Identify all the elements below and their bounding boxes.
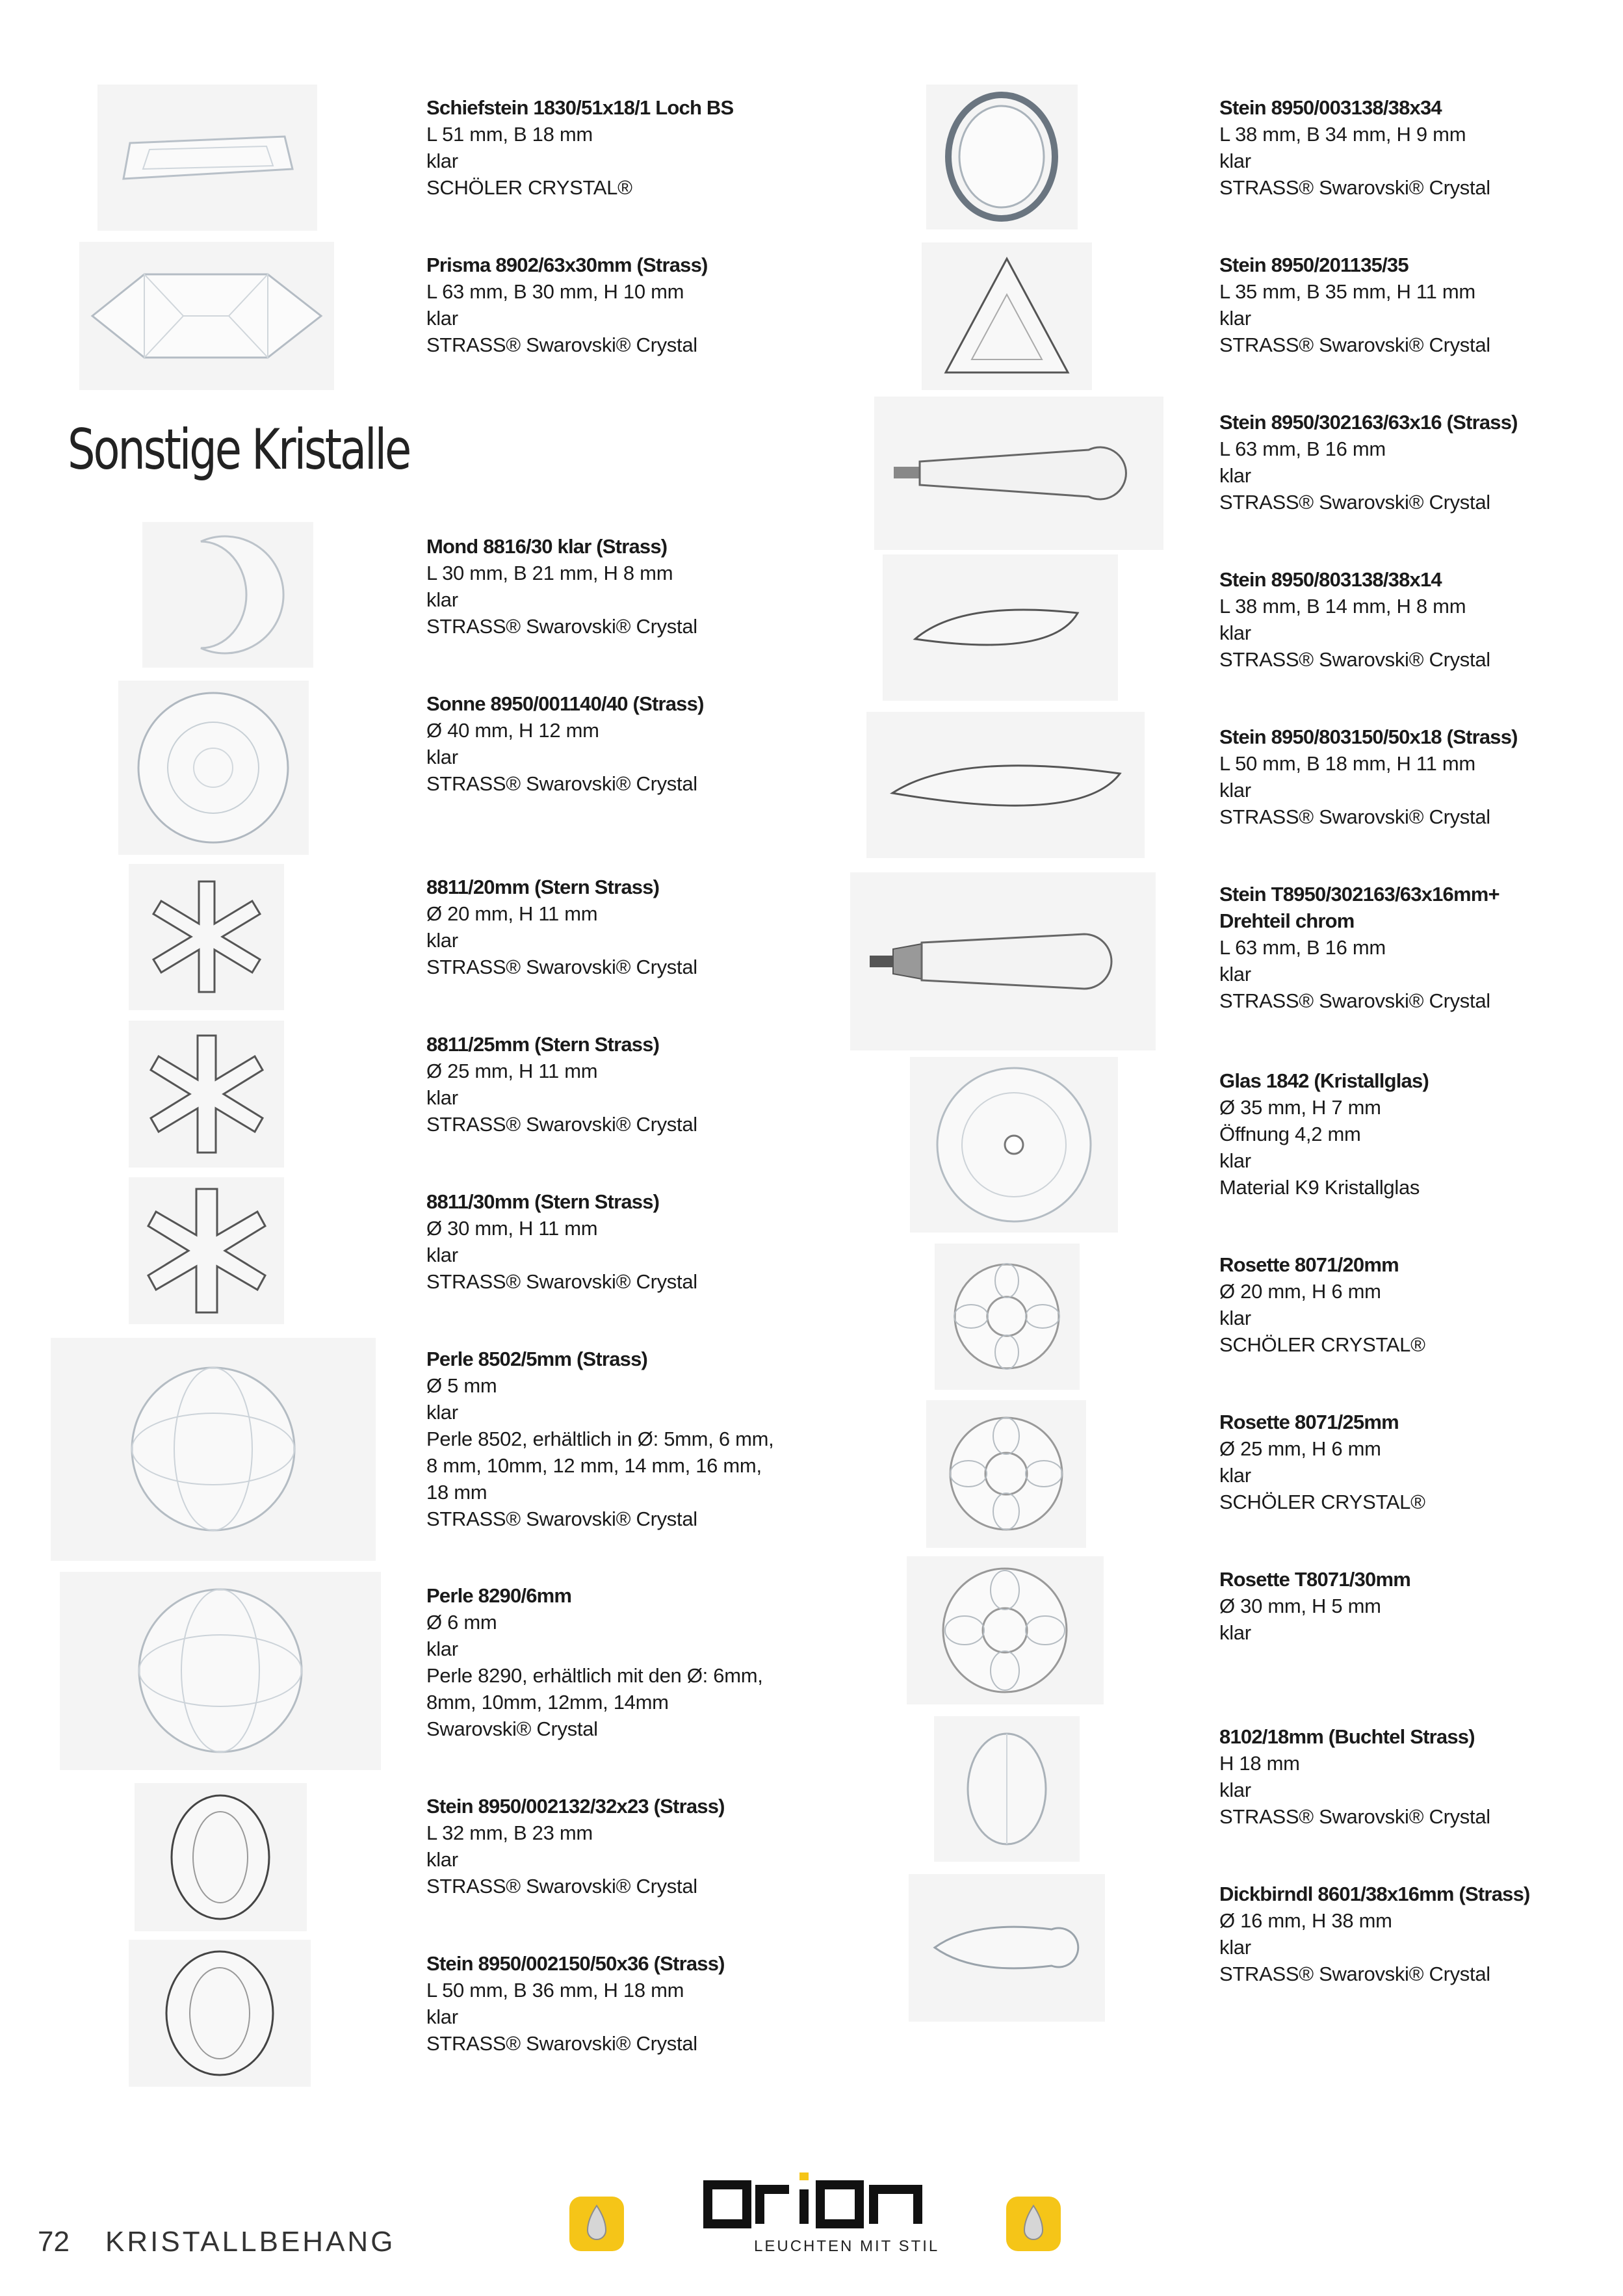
product-note: 8mm, 10mm, 12mm, 14mm <box>426 1691 669 1714</box>
product-dimensions: L 50 mm, B 36 mm, H 18 mm <box>426 1979 684 2002</box>
product-stein-32x23 <box>426 1793 725 1899</box>
product-name-cont: Drehteil chrom <box>1219 909 1355 932</box>
product-color: klar <box>1219 464 1251 487</box>
product-brand: SCHÖLER CRYSTAL® <box>1219 1491 1425 1513</box>
product-color: klar <box>426 307 458 330</box>
product-color: klar <box>1219 963 1251 985</box>
crystal-buchtel-icon <box>934 1716 1080 1862</box>
crystal-bead-icon <box>60 1572 381 1770</box>
crystal-star-icon <box>129 1177 284 1324</box>
crystal-rosette-icon <box>907 1556 1104 1704</box>
product-brand: STRASS® Swarovski® Crystal <box>1219 805 1490 828</box>
crystal-star-icon <box>129 864 284 1010</box>
product-color: klar <box>1219 779 1251 802</box>
product-dimensions: L 51 mm, B 18 mm <box>426 123 593 146</box>
product-perle-8502 <box>426 1346 773 1532</box>
product-brand: STRASS® Swarovski® Crystal <box>1219 1805 1490 1828</box>
crystal-star-icon <box>129 1021 284 1168</box>
product-stern-20 <box>426 874 697 980</box>
product-stein-50x36 <box>426 1950 725 2057</box>
product-note: Perle 8502, erhältlich in Ø: 5mm, 6 mm, <box>426 1428 774 1450</box>
product-perle-8290 <box>426 1582 763 1742</box>
product-brand: Material K9 Kristallglas <box>1219 1176 1420 1199</box>
product-schiefstein <box>426 94 733 201</box>
product-sonne <box>426 690 704 797</box>
product-color: klar <box>1219 1779 1251 1801</box>
product-dimensions: L 50 mm, B 18 mm, H 11 mm <box>1219 752 1475 775</box>
product-stein-38x14 <box>1219 566 1490 673</box>
product-color: klar <box>426 150 458 172</box>
crystal-prism-icon <box>79 242 334 390</box>
product-dimensions: Ø 20 mm, H 11 mm <box>426 902 598 925</box>
product-dimensions: Ø 40 mm, H 12 mm <box>426 719 599 742</box>
orion-wordmark-icon <box>703 2169 937 2234</box>
product-name: Rosette 8071/20mm <box>1219 1253 1399 1276</box>
product-dimensions: Ø 5 mm <box>426 1374 497 1397</box>
product-color: klar <box>1219 307 1251 330</box>
product-stein-63x16 <box>1219 409 1518 515</box>
product-brand: STRASS® Swarovski® Crystal <box>426 1507 697 1530</box>
crystal-sun-icon <box>118 681 309 855</box>
crystal-ring-icon <box>926 85 1078 229</box>
product-brand: SCHÖLER CRYSTAL® <box>1219 1333 1425 1356</box>
product-brand: STRASS® Swarovski® Crystal <box>1219 648 1490 671</box>
product-name: Sonne 8950/001140/40 (Strass) <box>426 692 704 715</box>
product-glas-1842 <box>1219 1067 1429 1201</box>
product-brand: STRASS® Swarovski® Crystal <box>1219 176 1490 199</box>
product-dimensions: Ø 25 mm, H 11 mm <box>426 1060 598 1082</box>
product-dimensions: H 18 mm <box>1219 1752 1300 1775</box>
brand-tagline: LEUCHTEN MIT STIL <box>754 2237 940 2255</box>
product-color: klar <box>426 1637 458 1660</box>
product-name: Prisma 8902/63x30mm (Strass) <box>426 254 708 276</box>
product-name: Dickbirndl 8601/38x16mm (Strass) <box>1219 1883 1530 1905</box>
product-name: Stein 8950/002150/50x36 (Strass) <box>426 1952 725 1975</box>
product-stein-t8950 <box>1219 881 1500 1014</box>
product-name: Perle 8290/6mm <box>426 1584 572 1607</box>
product-brand: SCHÖLER CRYSTAL® <box>426 176 632 199</box>
product-name: Stein 8950/803150/50x18 (Strass) <box>1219 725 1518 748</box>
product-name: Stein 8950/003138/38x34 <box>1219 96 1442 119</box>
product-color: klar <box>426 588 458 611</box>
product-stein-35 <box>1219 252 1490 358</box>
product-name: Stein 8950/201135/35 <box>1219 254 1409 276</box>
crystal-oval-icon <box>129 1940 311 2087</box>
product-note: 18 mm <box>426 1481 487 1504</box>
product-dimensions: L 30 mm, B 21 mm, H 8 mm <box>426 562 673 584</box>
product-brand: STRASS® Swarovski® Crystal <box>426 772 697 795</box>
product-note: Öffnung 4,2 mm <box>1219 1123 1361 1145</box>
product-name: Stein 8950/002132/32x23 (Strass) <box>426 1795 725 1818</box>
crystal-bead-icon <box>51 1338 376 1561</box>
product-name: Stein 8950/803138/38x14 <box>1219 568 1442 591</box>
product-name: Mond 8816/30 klar (Strass) <box>426 535 668 558</box>
crystal-rosette-icon <box>926 1400 1086 1548</box>
product-color: klar <box>1219 1149 1251 1172</box>
crystal-leaf-icon <box>883 554 1118 701</box>
product-brand: STRASS® Swarovski® Crystal <box>426 956 697 978</box>
product-name: 8811/25mm (Stern Strass) <box>426 1033 660 1056</box>
product-name: Stein T8950/302163/63x16mm+ <box>1219 883 1500 906</box>
brand-badge-right-icon <box>1006 2197 1061 2251</box>
product-dimensions: L 63 mm, B 16 mm <box>1219 437 1386 460</box>
product-name: 8102/18mm (Buchtel Strass) <box>1219 1725 1475 1748</box>
product-dimensions: Ø 16 mm, H 38 mm <box>1219 1909 1392 1932</box>
product-note: 8 mm, 10mm, 12 mm, 14 mm, 16 mm, <box>426 1454 762 1477</box>
product-name: Glas 1842 (Kristallglas) <box>1219 1069 1429 1092</box>
crystal-oval-icon <box>135 1783 307 1931</box>
product-brand: Swarovski® Crystal <box>426 1717 598 1740</box>
product-dimensions: Ø 20 mm, H 6 mm <box>1219 1280 1381 1303</box>
product-dimensions: Ø 25 mm, H 6 mm <box>1219 1437 1381 1460</box>
product-dimensions: L 35 mm, B 35 mm, H 11 mm <box>1219 280 1475 303</box>
product-color: klar <box>426 2005 458 2028</box>
product-color: klar <box>426 746 458 768</box>
product-mond <box>426 533 697 640</box>
crystal-bar-icon <box>97 85 317 231</box>
product-dimensions: L 38 mm, B 14 mm, H 8 mm <box>1219 595 1466 618</box>
product-dimensions: Ø 35 mm, H 7 mm <box>1219 1096 1381 1119</box>
product-prisma <box>426 252 708 358</box>
product-color: klar <box>1219 1621 1251 1644</box>
crystal-disc-icon <box>910 1057 1118 1233</box>
product-name: 8811/30mm (Stern Strass) <box>426 1190 660 1213</box>
product-brand: STRASS® Swarovski® Crystal <box>426 333 697 356</box>
crystal-drop-icon <box>874 397 1163 550</box>
product-brand: STRASS® Swarovski® Crystal <box>426 1113 697 1136</box>
product-brand: STRASS® Swarovski® Crystal <box>426 1270 697 1293</box>
page-number: 72 <box>38 2226 70 2258</box>
product-brand: STRASS® Swarovski® Crystal <box>426 2032 697 2055</box>
product-color: klar <box>1219 1936 1251 1959</box>
product-dimensions: Ø 30 mm, H 11 mm <box>426 1217 598 1240</box>
product-brand: STRASS® Swarovski® Crystal <box>1219 1963 1490 1985</box>
crystal-leaf-icon <box>866 712 1145 858</box>
product-color: klar <box>1219 1307 1251 1329</box>
product-stern-30 <box>426 1188 697 1295</box>
product-brand: STRASS® Swarovski® Crystal <box>426 1875 697 1898</box>
footer-section-label: KRISTALLBEHANG <box>105 2226 396 2258</box>
product-stern-25 <box>426 1031 697 1138</box>
product-brand: STRASS® Swarovski® Crystal <box>1219 491 1490 514</box>
product-dickbirndl <box>1219 1881 1530 1987</box>
crystal-triangle-icon <box>922 242 1092 390</box>
product-dimensions: L 32 mm, B 23 mm <box>426 1821 593 1844</box>
product-rosette-30 <box>1219 1566 1410 1646</box>
product-color: klar <box>426 1848 458 1871</box>
product-name: Perle 8502/5mm (Strass) <box>426 1348 648 1370</box>
product-rosette-20 <box>1219 1251 1425 1358</box>
product-rosette-25 <box>1219 1409 1425 1515</box>
crystal-pear-icon <box>909 1874 1105 2022</box>
product-color: klar <box>426 1244 458 1266</box>
product-brand: STRASS® Swarovski® Crystal <box>426 615 697 638</box>
product-dimensions: Ø 30 mm, H 5 mm <box>1219 1595 1381 1617</box>
product-note: Perle 8290, erhältlich mit den Ø: 6mm, <box>426 1664 763 1687</box>
orion-logo <box>703 2169 940 2260</box>
product-name: Stein 8950/302163/63x16 (Strass) <box>1219 411 1518 434</box>
product-color: klar <box>426 1086 458 1109</box>
product-color: klar <box>426 929 458 952</box>
product-brand: STRASS® Swarovski® Crystal <box>1219 333 1490 356</box>
product-brand: STRASS® Swarovski® Crystal <box>1219 989 1490 1012</box>
product-buchtel <box>1219 1723 1490 1830</box>
product-color: klar <box>1219 621 1251 644</box>
crystal-moon-icon <box>142 522 313 668</box>
product-name: Schiefstein 1830/51x18/1 Loch BS <box>426 96 734 119</box>
product-stein-38x34 <box>1219 94 1490 201</box>
brand-badge-left-icon <box>569 2197 624 2251</box>
crystal-drop-chrome-icon <box>850 872 1156 1050</box>
product-name: Rosette 8071/25mm <box>1219 1411 1399 1433</box>
product-color: klar <box>426 1401 458 1424</box>
product-name: 8811/20mm (Stern Strass) <box>426 876 660 898</box>
section-title: Sonstige Kristalle <box>68 417 410 482</box>
product-stein-50x18 <box>1219 724 1518 830</box>
product-dimensions: Ø 6 mm <box>426 1611 497 1634</box>
crystal-rosette-icon <box>935 1244 1080 1390</box>
product-dimensions: L 38 mm, B 34 mm, H 9 mm <box>1219 123 1466 146</box>
product-color: klar <box>1219 150 1251 172</box>
product-dimensions: L 63 mm, B 16 mm <box>1219 936 1386 959</box>
product-color: klar <box>1219 1464 1251 1487</box>
product-name: Rosette T8071/30mm <box>1219 1568 1411 1591</box>
product-dimensions: L 63 mm, B 30 mm, H 10 mm <box>426 280 684 303</box>
